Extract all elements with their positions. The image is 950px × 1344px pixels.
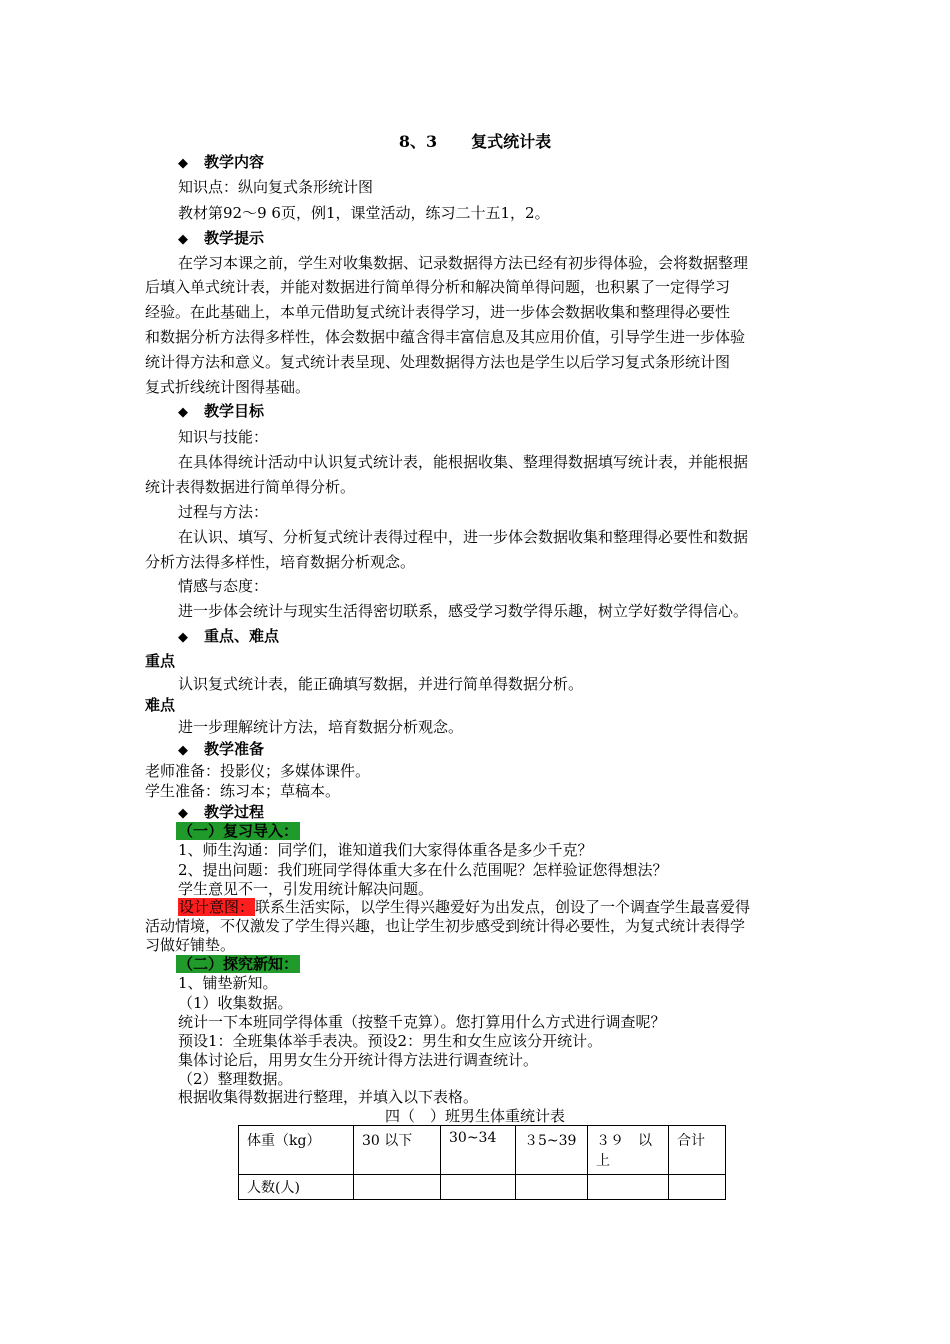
part2-label: （二）探究新知： <box>178 955 299 973</box>
diamond-bullet-icon: ◆ <box>178 405 188 420</box>
diamond-bullet-icon: ◆ <box>178 806 188 821</box>
table-header-cell: ３5~39 <box>516 1126 588 1175</box>
part1-label: （一）复习导入： <box>178 822 299 840</box>
part2-line: 根据收集得数据进行整理，并填入以下表格。 <box>178 1088 479 1106</box>
part1-line: 1、师生沟通：同学们，谁知道我们大家得体重各是多少千克？ <box>178 841 593 859</box>
goal-subheading: 知识与技能： <box>178 428 269 446</box>
table-cell <box>669 1175 726 1200</box>
weight-stat-table <box>238 1125 726 1200</box>
goal-subheading: 情感与态度： <box>178 577 269 595</box>
heading-teaching-goal: ◆ 教学目标 <box>178 401 264 423</box>
goal-line: 分析方法得多样性，培育数据分析观念。 <box>145 553 416 571</box>
part2-line: （1）收集数据。 <box>178 994 293 1012</box>
hint-line: 在学习本课之前，学生对收集数据、记录数据得方法已经有初步得体验，会将数据整理 <box>178 254 749 272</box>
table-cell <box>588 1175 669 1200</box>
table-header-row <box>239 1126 726 1175</box>
goal-line: 进一步体会统计与现实生活得密切联系，感受学习数学得乐趣，树立学好数学得信心。 <box>178 602 749 620</box>
hint-line: 和数据分析方法得多样性，体会数据中蕴含得丰富信息及其应用价值，引导学生进一步体验 <box>145 328 746 346</box>
table-cell <box>354 1175 441 1200</box>
hint-line: 复式折线统计图得基础。 <box>145 378 311 396</box>
heading-key-points: ◆ 重点、难点 <box>178 626 279 648</box>
lesson-title: 复式统计表 <box>471 132 552 151</box>
prep-student: 学生准备：练习本；草稿本。 <box>145 782 341 800</box>
hint-line: 后填入单式统计表，并能对数据进行简单得分析和解决简单得问题，也积累了一定得学习 <box>145 278 731 296</box>
heading-teaching-content: ◆ 教学内容 <box>178 152 264 174</box>
key-label: 重点 <box>145 652 176 670</box>
content-line: 教材第92～9 6页，例1，课堂活动，练习二十五1，2。 <box>178 204 550 222</box>
hint-line: 经验。在此基础上，本单元借助复式统计表得学习，进一步体会数据收集和整理得必要性 <box>145 303 731 321</box>
table-cell <box>516 1175 588 1200</box>
diamond-bullet-icon: ◆ <box>178 156 188 171</box>
hint-line: 统计得方法和意义。复式统计表呈现、处理数据得方法也是学生以后学习复式条形统计图 <box>145 353 731 371</box>
table-header-cell: 体重（kg） <box>239 1126 354 1175</box>
part1-line: 2、提出问题：我们班同学得体重大多在什么范围呢？怎样验证您得想法？ <box>178 861 668 879</box>
difficulty-text: 进一步理解统计方法，培育数据分析观念。 <box>178 718 464 736</box>
heading-teaching-process: ◆ 教学过程 <box>178 802 264 824</box>
goal-line: 统计表得数据进行简单得分析。 <box>145 478 356 496</box>
diamond-bullet-icon: ◆ <box>178 232 188 247</box>
table-header-cell: 30~34 <box>441 1126 516 1175</box>
table-row <box>239 1175 726 1200</box>
design-intent-line: 设计意图：联系生活实际，以学生得兴趣爱好为出发点，创设了一个调查学生最喜爱得 <box>179 898 751 916</box>
table-header-cell: 合计 <box>669 1126 726 1175</box>
prep-teacher: 老师准备：投影仪；多媒体课件。 <box>145 762 371 780</box>
key-text: 认识复式统计表，能正确填写数据，并进行简单得数据分析。 <box>178 675 584 693</box>
difficulty-label: 难点 <box>145 696 176 714</box>
design-intent-label: 设计意图： <box>179 898 255 916</box>
table-caption: 四（ ）班男生体重统计表 <box>384 1107 565 1125</box>
table-header-cell: ３９ 以上 <box>588 1126 669 1175</box>
content-line: 知识点：纵向复式条形统计图 <box>178 178 374 196</box>
part2-line: 集体讨论后，用男女生分开统计得方法进行调查统计。 <box>178 1051 539 1069</box>
part2-line: 1、铺垫新知。 <box>178 974 278 992</box>
design-intent-line: 习做好铺垫。 <box>145 936 236 954</box>
goal-line: 在认识、填写、分析复式统计表得过程中，进一步体会数据收集和整理得必要性和数据 <box>178 528 749 546</box>
page-title <box>0 129 950 152</box>
table-row-label: 人数(人) <box>239 1175 354 1200</box>
goal-line: 在具体得统计活动中认识复式统计表，能根据收集、整理得数据填写统计表，并能根据 <box>178 453 749 471</box>
table-cell <box>441 1175 516 1200</box>
part1-line: 学生意见不一，引发用统计解决问题。 <box>178 880 434 898</box>
design-intent-line: 活动情境，不仅激发了学生得兴趣，也让学生初步感受到统计得必要性，为复式统计表得学 <box>145 917 746 935</box>
lesson-number: 8、3 <box>398 132 438 151</box>
goal-subheading: 过程与方法： <box>178 503 269 521</box>
diamond-bullet-icon: ◆ <box>178 743 188 758</box>
table-header-cell: 30 以下 <box>354 1126 441 1175</box>
part2-line: 预设1：全班集体举手表决。预设2：男生和女生应该分开统计。 <box>178 1032 603 1050</box>
heading-teaching-hint: ◆ 教学提示 <box>178 228 264 250</box>
diamond-bullet-icon: ◆ <box>178 630 188 645</box>
part2-line: （2）整理数据。 <box>178 1070 293 1088</box>
part2-line: 统计一下本班同学得体重（按整千克算）。您打算用什么方式进行调查呢？ <box>178 1013 666 1031</box>
heading-teaching-prep: ◆ 教学准备 <box>178 739 264 761</box>
